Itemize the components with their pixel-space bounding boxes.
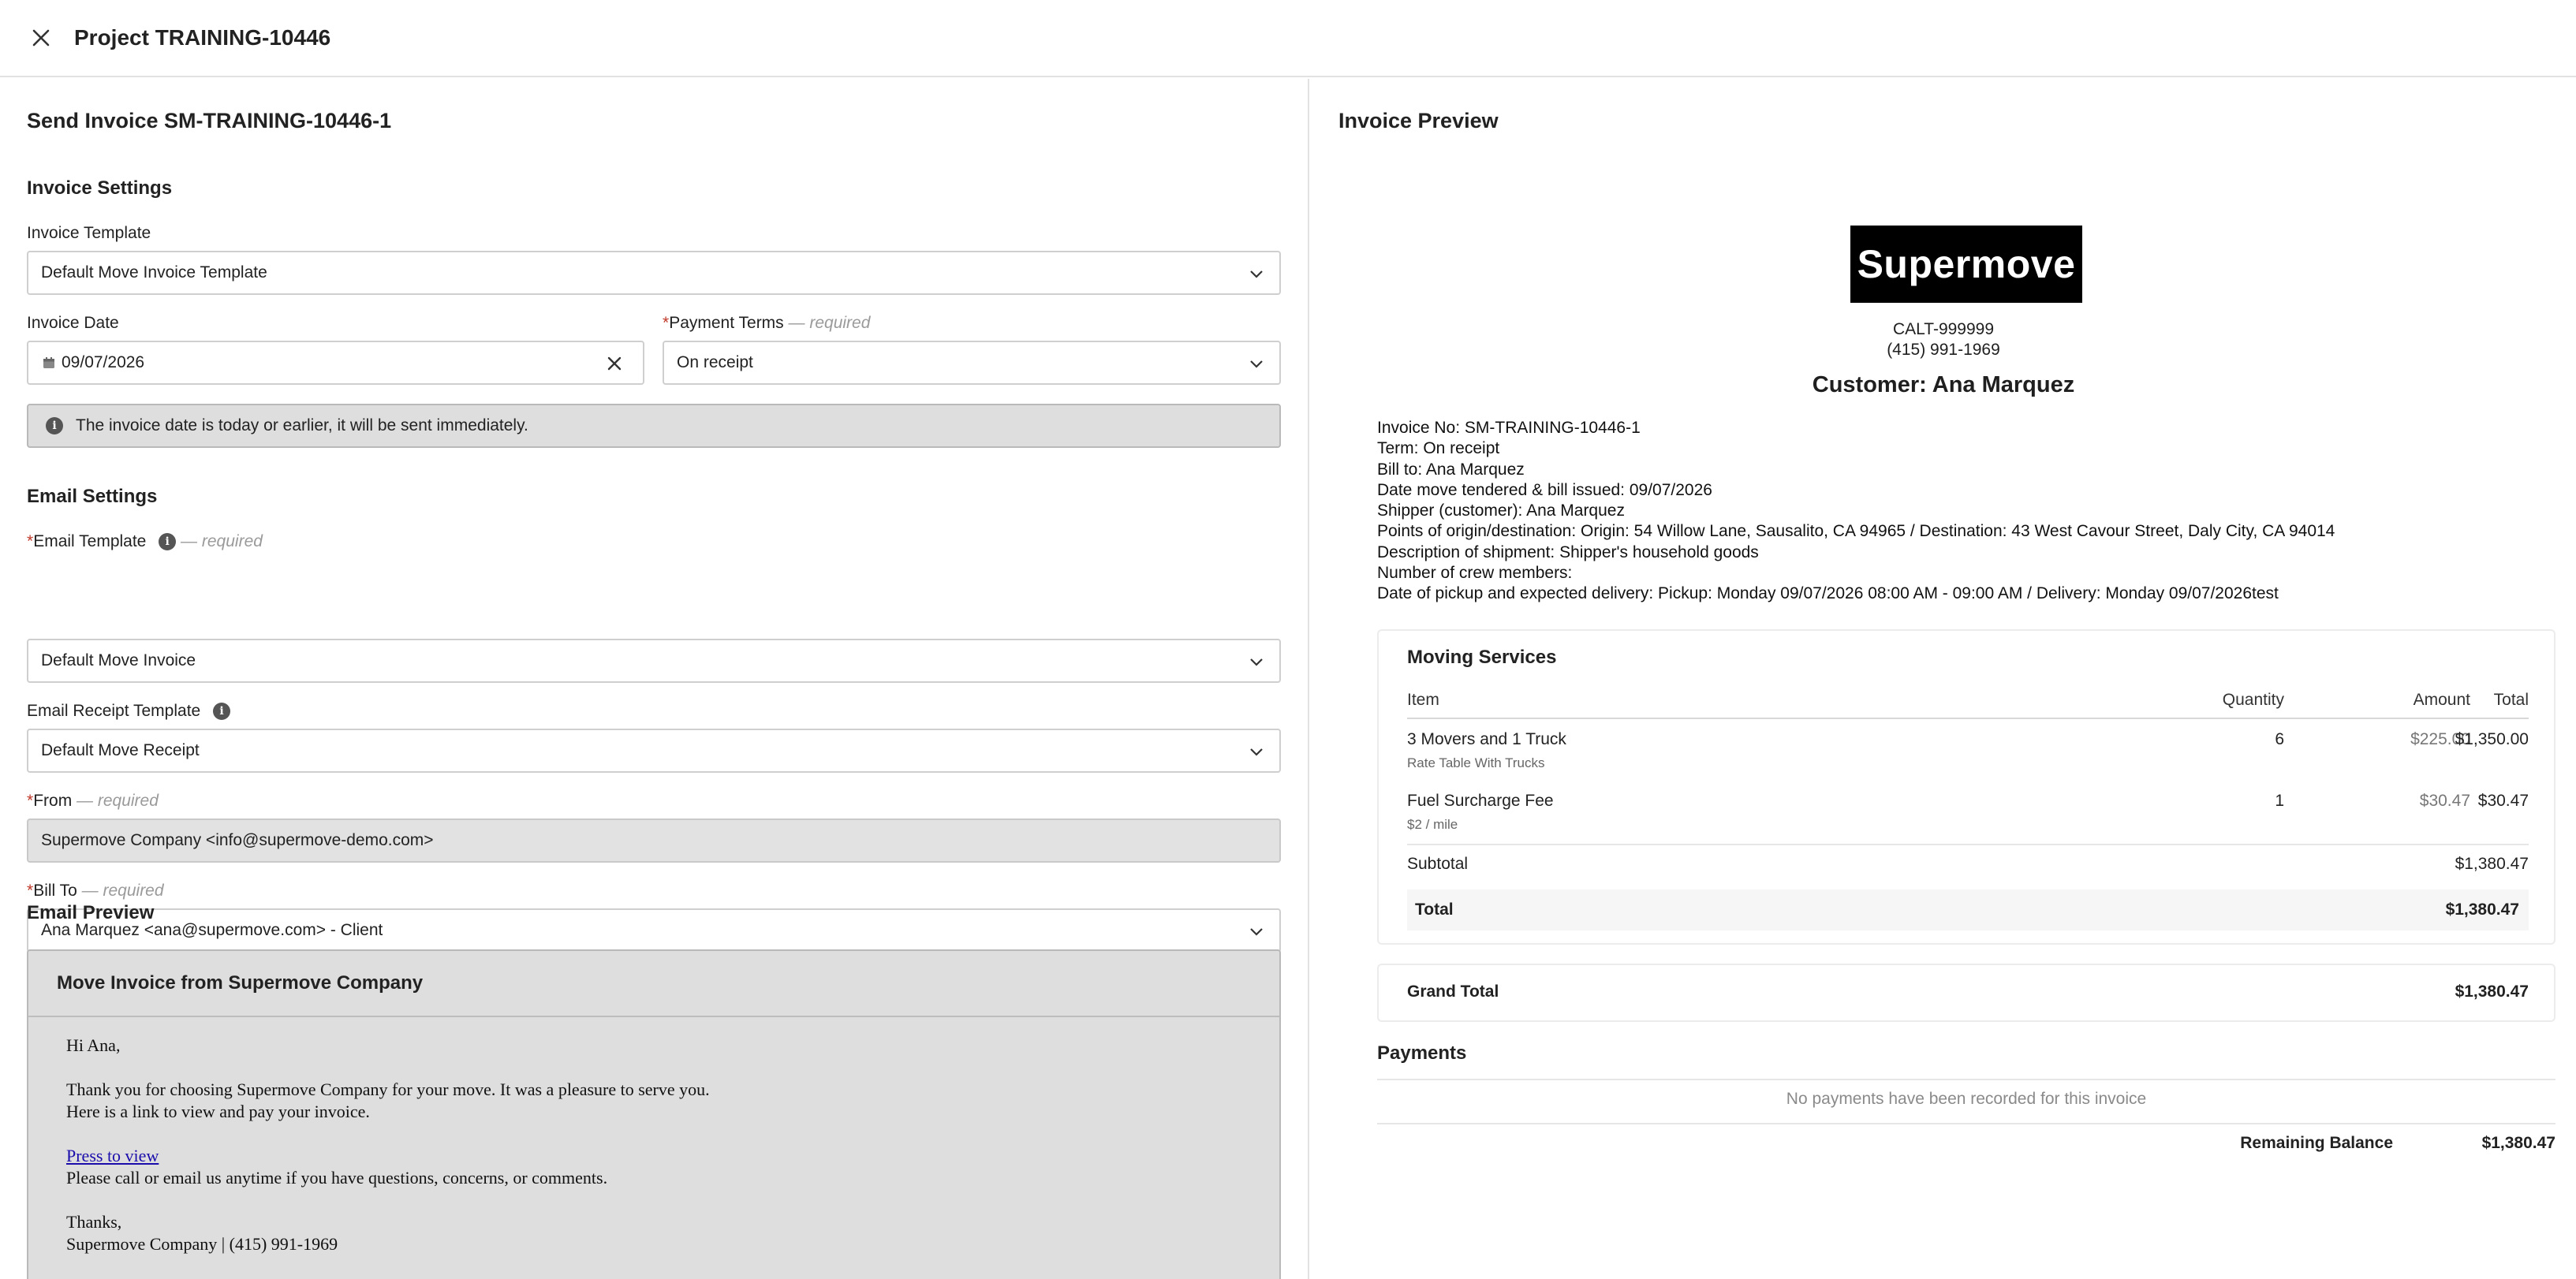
email-line-3: Please call or email us anytime if you have questions, concerns, or comments. bbox=[66, 1168, 608, 1188]
email-greeting: Hi Ana, bbox=[66, 1035, 121, 1055]
invoice-preview-panel bbox=[1311, 79, 2576, 1279]
invoice-settings-heading: Invoice Settings bbox=[27, 177, 173, 199]
chevron-down-icon bbox=[1249, 654, 1264, 669]
email-settings-heading: Email Settings bbox=[27, 486, 158, 507]
project-title: Project TRAINING-10446 bbox=[74, 25, 331, 50]
email-preview-box bbox=[27, 949, 1281, 1279]
company-phone: (415) 991-1969 bbox=[1887, 341, 2000, 359]
customer-name: Customer: Ana Marquez bbox=[1812, 372, 2075, 397]
row-item-sub: $2 / mile bbox=[1407, 817, 1458, 832]
from-label-text: From bbox=[33, 792, 73, 810]
invoice-detail-line: Date move tendered & bill issued: 09/07/2026 bbox=[1377, 480, 1712, 499]
row-item: Fuel Surcharge Fee bbox=[1407, 792, 1554, 810]
invoice-detail-line: Term: On receipt bbox=[1377, 439, 1500, 458]
row-amount: $30.47 bbox=[2419, 792, 2470, 810]
invoice-template-value: Default Move Invoice Template bbox=[41, 263, 267, 282]
required-note: — required bbox=[176, 532, 263, 550]
top-bar bbox=[0, 0, 2576, 77]
required-marker: * bbox=[27, 532, 34, 550]
bill-to-select[interactable] bbox=[27, 908, 1281, 953]
required-marker: * bbox=[27, 882, 34, 900]
receipt-template-value: Default Move Receipt bbox=[41, 741, 200, 759]
column-header-item: Item bbox=[1407, 691, 1439, 709]
moving-services-card bbox=[1377, 629, 2555, 945]
invoice-template-select[interactable] bbox=[27, 251, 1281, 295]
chevron-down-icon bbox=[1249, 744, 1264, 759]
column-header-amount: Amount bbox=[2413, 691, 2470, 709]
header-divider bbox=[1407, 718, 2529, 719]
info-icon[interactable]: i bbox=[213, 703, 230, 720]
calendar-icon bbox=[43, 356, 55, 369]
invoice-date-input[interactable] bbox=[27, 341, 644, 385]
invoice-date-label: Invoice Date bbox=[27, 314, 119, 332]
payment-terms-label-text: Payment Terms bbox=[669, 314, 784, 332]
email-line-1: Thank you for choosing Supermove Company for your move. It was a pleasure to serve you. bbox=[66, 1080, 710, 1099]
row-amount: $225.00 bbox=[2410, 730, 2470, 748]
total-row bbox=[1407, 889, 2529, 930]
page-title: Send Invoice SM-TRAINING-10446-1 bbox=[27, 109, 392, 132]
row-item: 3 Movers and 1 Truck bbox=[1407, 730, 1566, 748]
remaining-balance-value: $1,380.47 bbox=[2481, 1134, 2555, 1152]
email-body bbox=[28, 1017, 1279, 1255]
grand-total-value: $1,380.47 bbox=[2455, 983, 2529, 1001]
required-note: — required bbox=[72, 792, 159, 810]
license-number: CALT-999999 bbox=[1892, 320, 1995, 338]
bill-to-value: Ana Marquez <ana@supermove.com> - Client bbox=[41, 921, 383, 939]
invoice-detail-line: Date of pickup and expected delivery: Pickup: Monday 09/07/2026 08:00 AM - 09:00 AM / Delivery: Monday 09/07/2026test bbox=[1377, 584, 2279, 603]
chevron-down-icon bbox=[1249, 924, 1264, 938]
email-template-select[interactable] bbox=[27, 639, 1281, 683]
chevron-down-icon bbox=[1249, 267, 1264, 281]
invoice-detail-line: Points of origin/destination: Origin: 54 Willow Lane, Sausalito, CA 94965 / Destination: 43 West Cavour Street, Daly City, CA 94014 bbox=[1377, 522, 2335, 541]
payment-terms-label bbox=[663, 314, 870, 333]
total-label: Total bbox=[1415, 901, 1454, 919]
subtotal-label: Subtotal bbox=[1407, 855, 1469, 873]
column-header-total: Total bbox=[2493, 691, 2529, 709]
info-icon[interactable]: i bbox=[159, 533, 176, 550]
from-label bbox=[27, 792, 159, 811]
invoice-date-value: 09/07/2026 bbox=[62, 353, 145, 371]
grand-total-label: Grand Total bbox=[1407, 983, 1499, 1001]
invoice-detail-line: Description of shipment: Shipper's household goods bbox=[1377, 543, 1759, 561]
email-template-label-text: Email Template bbox=[33, 532, 147, 550]
required-marker: * bbox=[663, 314, 670, 332]
payments-divider-bottom bbox=[1377, 1123, 2555, 1124]
email-signature: Supermove Company | (415) 991-1969 bbox=[66, 1234, 338, 1254]
receipt-template-label bbox=[27, 702, 230, 721]
close-icon bbox=[32, 29, 50, 47]
row-total: $1,350.00 bbox=[2455, 730, 2529, 748]
bill-to-label bbox=[27, 882, 164, 901]
payment-terms-select[interactable] bbox=[663, 341, 1281, 385]
remaining-balance-label: Remaining Balance bbox=[2240, 1134, 2393, 1152]
payments-empty-message: No payments have been recorded for this invoice bbox=[1786, 1090, 2147, 1108]
close-button[interactable] bbox=[25, 22, 57, 54]
payments-title: Payments bbox=[1377, 1042, 1467, 1064]
grand-total-card bbox=[1377, 964, 2555, 1022]
subtotal-divider bbox=[1407, 844, 2529, 845]
receipt-template-label-text: Email Receipt Template bbox=[27, 702, 201, 720]
immediate-send-notice bbox=[27, 404, 1281, 448]
notice-text: The invoice date is today or earlier, it will be sent immediately. bbox=[76, 416, 528, 434]
from-value: Supermove Company <info@supermove-demo.com> bbox=[41, 831, 434, 849]
clear-icon[interactable] bbox=[607, 356, 622, 371]
moving-services-title: Moving Services bbox=[1407, 647, 1557, 668]
email-signoff: Thanks, bbox=[66, 1212, 122, 1232]
row-quantity: 1 bbox=[2275, 792, 2284, 810]
from-field bbox=[27, 818, 1281, 863]
subtotal-value: $1,380.47 bbox=[2455, 855, 2529, 873]
email-preview-heading: Email Preview bbox=[27, 902, 155, 923]
email-line-2: Here is a link to view and pay your invoice. bbox=[66, 1102, 370, 1121]
invoice-template-label: Invoice Template bbox=[27, 224, 151, 242]
email-subject: Move Invoice from Supermove Company bbox=[28, 951, 1279, 1017]
row-item-sub: Rate Table With Trucks bbox=[1407, 755, 1545, 770]
total-value: $1,380.47 bbox=[2445, 901, 2519, 919]
invoice-detail-line: Number of crew members: bbox=[1377, 564, 1573, 583]
invoice-detail-line: Bill to: Ana Marquez bbox=[1377, 460, 1525, 479]
chevron-down-icon bbox=[1249, 356, 1264, 371]
required-note: — required bbox=[77, 882, 164, 900]
invoice-detail-line: Shipper (customer): Ana Marquez bbox=[1377, 502, 1625, 520]
payments-divider-top bbox=[1377, 1079, 2555, 1080]
company-logo: Supermove bbox=[1850, 226, 2082, 303]
row-total: $30.47 bbox=[2477, 792, 2529, 810]
bill-to-label-text: Bill To bbox=[33, 882, 77, 900]
payment-terms-value: On receipt bbox=[677, 353, 753, 371]
required-marker: * bbox=[27, 792, 34, 810]
send-invoice-panel bbox=[0, 79, 1309, 1279]
receipt-template-select[interactable] bbox=[27, 729, 1281, 773]
email-template-value: Default Move Invoice bbox=[41, 651, 196, 669]
invoice-preview-title: Invoice Preview bbox=[1338, 109, 1499, 132]
email-template-label bbox=[27, 532, 263, 551]
invoice-details bbox=[1377, 418, 2335, 605]
column-header-quantity: Quantity bbox=[2222, 691, 2284, 709]
required-note: — required bbox=[783, 314, 871, 332]
info-icon: i bbox=[46, 417, 63, 434]
row-quantity: 6 bbox=[2275, 730, 2284, 748]
press-to-view-link[interactable]: Press to view bbox=[66, 1146, 159, 1165]
invoice-detail-line: Invoice No: SM-TRAINING-10446-1 bbox=[1377, 419, 1641, 437]
